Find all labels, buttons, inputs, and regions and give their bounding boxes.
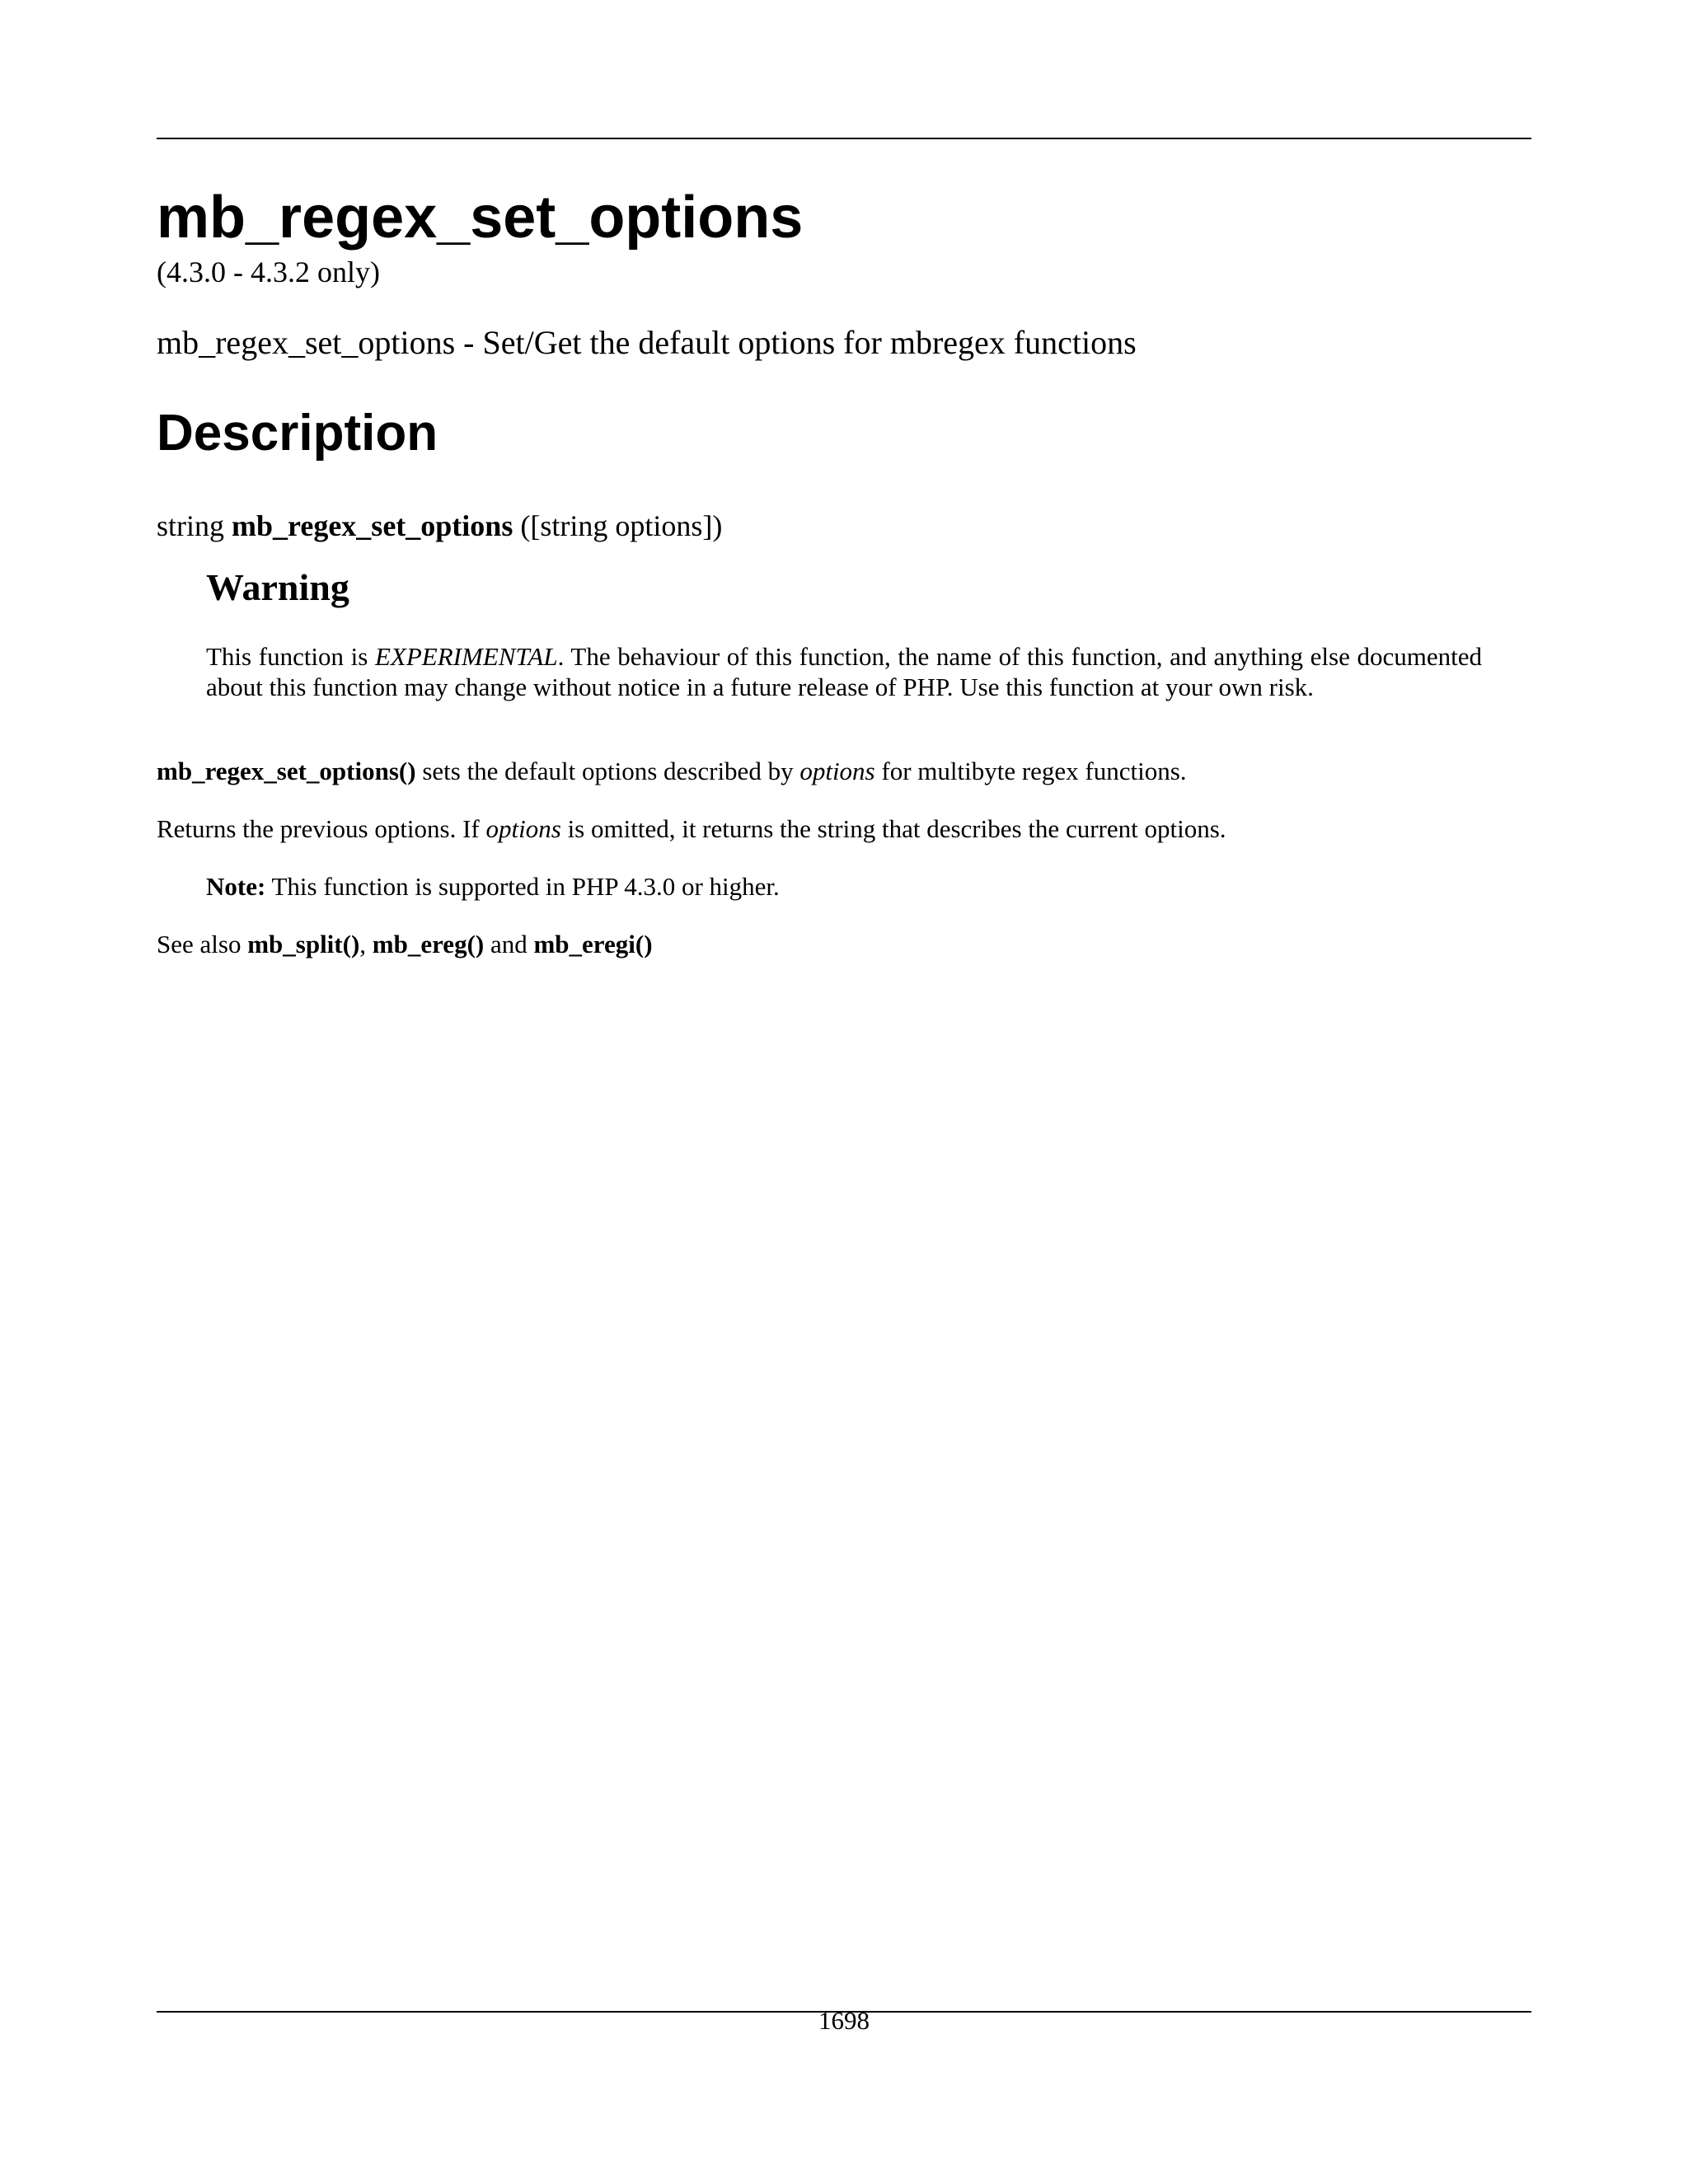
warning-title: Warning [206,566,349,608]
p1-text-after: for multibyte regex functions. [881,757,1187,785]
description-heading: Description [157,405,438,462]
warning-text-after: . The behaviour of this function, the name of this function, and anything else documented about this function may change without notice in a future release of PHP. Use this function at your own risk. [206,642,1482,701]
version-info: (4.3.0 - 4.3.2 only) [157,255,380,288]
header-rule [157,138,1531,139]
warning-text-before: This function is [206,642,368,671]
see-also-link-mb-split[interactable]: mb_split() [247,930,360,958]
synopsis-function-name: mb_regex_set_options [232,509,513,542]
synopsis-return-type: string [157,509,225,542]
see-also-link-mb-eregi[interactable]: mb_eregi() [533,930,653,958]
note-label: Note: [206,872,266,901]
page-title: mb_regex_set_options [157,185,804,251]
function-synopsis [157,511,722,541]
paragraph-sets-options [157,756,1187,786]
page-number: 1698 [818,2006,870,2035]
p2-text-before: Returns the previous options. If [157,814,480,843]
synopsis-params: ([string options]) [520,509,723,542]
see-also-link-mb-ereg[interactable]: mb_ereg() [372,930,485,958]
see-also-sep: , [359,930,367,958]
paragraph-returns [157,813,1226,844]
see-also-prefix: See also [157,930,241,958]
param-ref: options [485,814,561,843]
warning-emphasis: EXPERIMENTAL [375,642,558,671]
warning-text [206,641,1482,702]
refpurpose: mb_regex_set_options - Set/Get the default options for mbregex functions [157,324,1137,361]
note [206,871,780,902]
param-ref: options [799,757,875,785]
see-also [157,929,653,959]
p1-text-before: sets the default options described by [422,757,794,785]
p2-text-after: is omitted, it returns the string that describes the current options. [567,814,1226,843]
note-text: This function is supported in PHP 4.3.0 or higher. [271,872,780,901]
function-ref: mb_regex_set_options() [157,757,416,785]
footer-rule [157,2011,1531,2013]
see-also-conj: and [490,930,528,958]
